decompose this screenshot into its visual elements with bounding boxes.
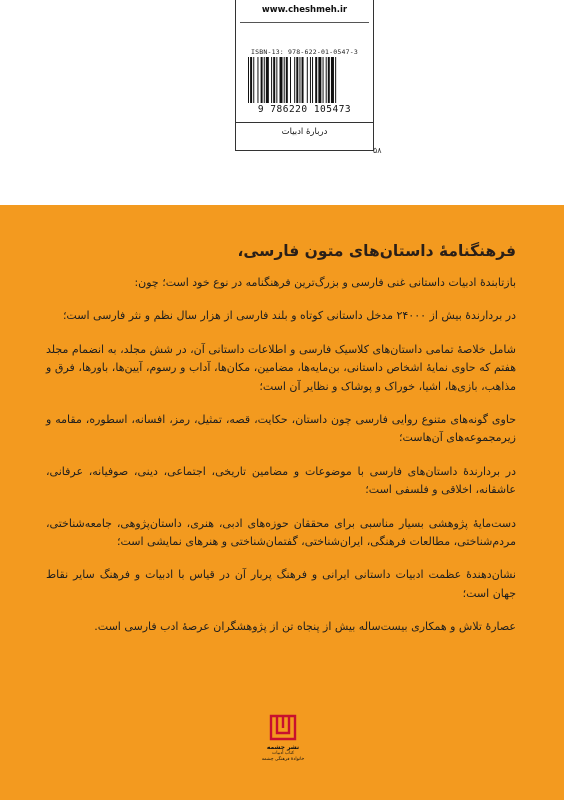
paragraph: در بردارندهٔ بیش از ۲۴۰۰۰ مدخل داستانی کوتاه و بلند فارسی از هزار سال نظم و نثر فارسی است؛ bbox=[62, 309, 516, 323]
corner-mark: ۵۸ bbox=[373, 146, 382, 155]
page-title: فرهنگنامهٔ داستان‌های متون فارسی، bbox=[237, 242, 516, 260]
paragraph: شامل خلاصهٔ تمامی داستان‌های کلاسیک فارسی و اطلاعات داستانی آن، در شش مجلد، به انضمام مجلد هفتم که حاوی نمایهٔ اشخاص داستانی، بن‌مایه‌ها، مضامین، مکان‌ها، آداب و رسوم، آیین‌ها، باورها، فرق و مذاهب، بازی‌ها، اشیا، خوراک و پوشاک و نظایر آن است؛ bbox=[46, 342, 516, 393]
barcode-number: 9 786220 105473 bbox=[257, 104, 352, 115]
paragraph: عصارهٔ تلاش و همکاری بیست‌ساله بیش از پنجاه تن از پژوهشگران عرصهٔ ادب فارسی است. bbox=[94, 620, 516, 634]
barcode-label bbox=[235, 0, 374, 151]
publisher-logo bbox=[258, 712, 308, 792]
publisher-name: نشر چشمه bbox=[266, 744, 300, 751]
paragraph: دست‌مایهٔ پژوهشی بسیار مناسبی برای محققان حوزه‌های ادبی، هنری، داستان‌پژوهی، جامعه‌شناختی، مردم‌شناختی، مطالعات فرهنگی، ایران‌شناختی، گفتمان‌شناختی و هنرهای نمایشی است؛ bbox=[46, 516, 516, 549]
barcode-bars-icon bbox=[248, 57, 364, 103]
paragraph: حاوی گونه‌های متنوع روایی فارسی چون داستان، حکایت، قصه، تمثیل، رمز، افسانه، اسطوره، مقامه و زیرمجموعه‌های آن‌هاست؛ bbox=[46, 413, 516, 445]
divider bbox=[240, 22, 369, 23]
isbn-text: ISBN-13: 978-622-01-0547-3 bbox=[251, 48, 358, 56]
cheshmeh-logo-icon bbox=[268, 712, 298, 742]
back-cover-text bbox=[46, 240, 516, 652]
publisher-tagline: خانوادهٔ فرهنگی چشمه bbox=[261, 757, 305, 762]
publisher-website: www.cheshmeh.ir bbox=[261, 5, 348, 15]
paragraph: بازتابندهٔ ادبیات داستانی غنی فارسی و بزرگ‌ترین فرهنگنامه در نوع خود است؛ چون: bbox=[134, 276, 516, 289]
paragraph: نشان‌دهندهٔ عظمت ادبیات داستانی ایرانی و فرهنگ پربار آن در قیاس با ادبیات و فرهنگ سایر نقاط جهان است؛ bbox=[46, 568, 516, 600]
publisher-series: کتاب ادبیات bbox=[271, 751, 294, 756]
book-category: دربارهٔ ادبیات bbox=[281, 127, 328, 137]
divider bbox=[236, 122, 373, 123]
paragraph: در بردارندهٔ داستان‌های فارسی با موضوعات و مضامین تاریخی، اجتماعی، دینی، صوفیانه، عرفانی، عاشقانه، اخلاقی و فلسفی است؛ bbox=[46, 464, 516, 497]
